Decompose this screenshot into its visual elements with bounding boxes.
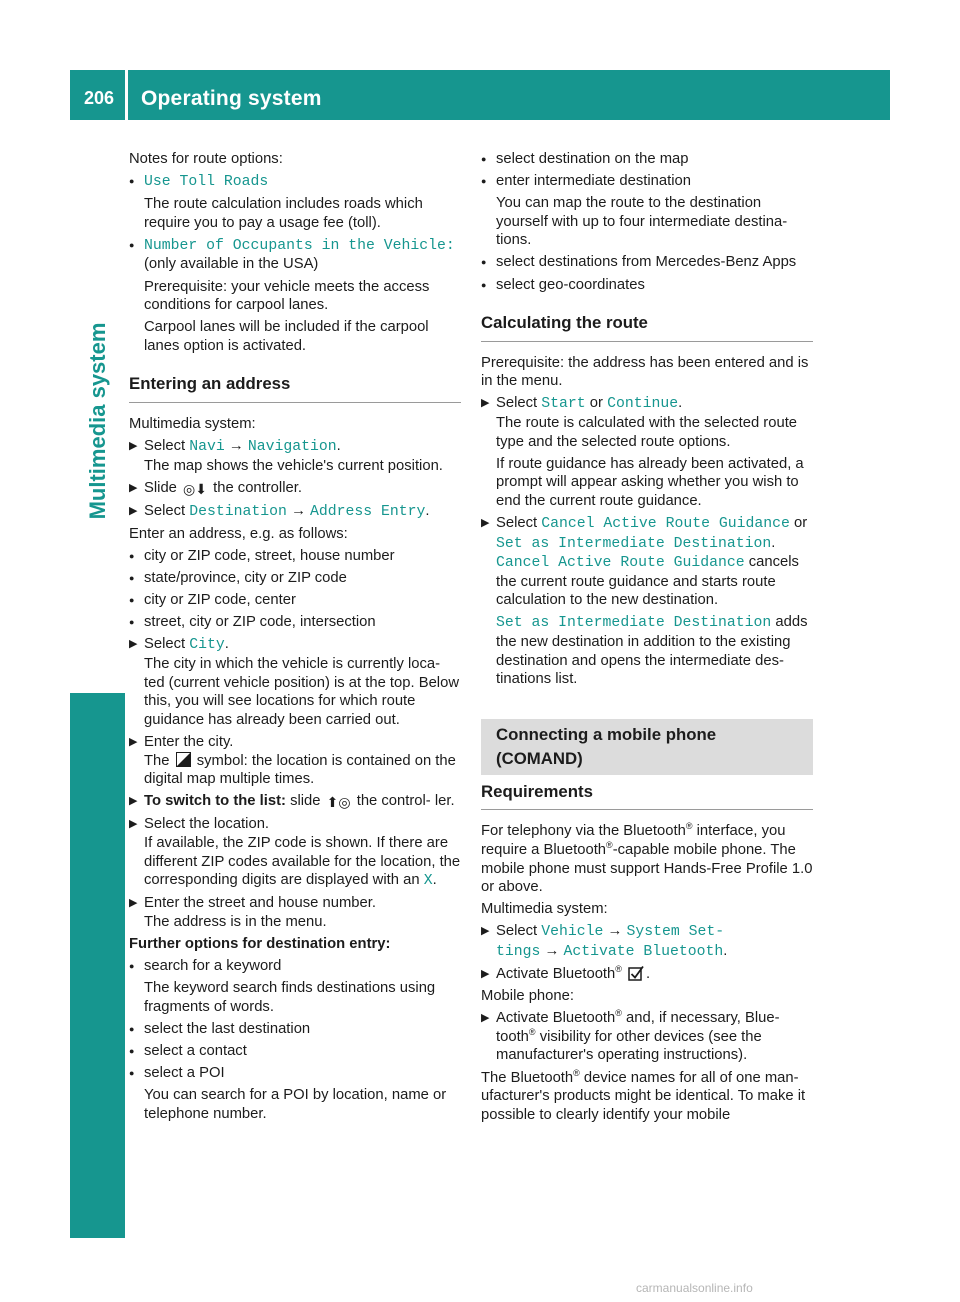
menu-cancel-guidance: Cancel Active Route Guidance [541, 516, 790, 532]
side-tab-label: Multimedia system [85, 322, 110, 520]
step-text: visibility for other devices (see the manufacturer's operating instructions). [496, 1028, 762, 1064]
list-item: ● select destinations from Mercedes-Benz Apps [481, 253, 813, 272]
prompt-desc: If route guidance has already been activated, a prompt will appear asking whether you wish to end the current route guidance. [496, 455, 804, 509]
right-column [481, 150, 813, 1128]
step: ▶ Activate Bluetooth® . [481, 965, 813, 984]
step: ▶ Select City. The city in which the vehicle is currently loca- ted (current vehicle position) is at the top. Below this, you will see locations for which route guidance has already been carried out. [129, 635, 461, 729]
multimedia-intro: Multimedia system: [129, 416, 256, 433]
list-item: ● select destination on the map [481, 150, 813, 169]
menu-city: City [189, 637, 225, 654]
checkbox-checked-icon [628, 965, 644, 981]
menu-activate-bluetooth: Activate Bluetooth [563, 944, 724, 960]
list-item: ● street, city or ZIP code, intersection [129, 613, 461, 632]
controller-slide-up-icon: ⬆◎ [326, 794, 351, 811]
list-item [129, 236, 461, 274]
side-tab-block [70, 693, 125, 1238]
toll-roads-option: Use Toll Roads [144, 174, 269, 191]
menu-vehicle: Vehicle [541, 924, 604, 941]
step [129, 733, 461, 789]
enter-follows: Enter an address, e.g. as follows: [129, 526, 348, 542]
step-text: Slide [144, 479, 177, 496]
toll-roads-desc: The route calculation includes roads which require you to pay a usage fee (toll). [144, 196, 423, 231]
menu-system-settings-a: System Set‐ [626, 924, 725, 941]
route-options-intro: Notes for route options: [129, 151, 283, 167]
calc-prereq: Prerequisite: the address has been entered and is in the menu. [481, 354, 809, 390]
cancel-guidance-term: Cancel Active Route Guidance [496, 555, 745, 572]
text: interface, you require a Bluetooth [481, 823, 786, 859]
step-text: Select [144, 502, 186, 519]
list-item: ● search for a keyword [129, 957, 461, 976]
poi-desc: You can search for a POI by location, name or telephone number. [144, 1087, 447, 1122]
registered-mark: ® [528, 1026, 536, 1037]
header-divider [125, 70, 128, 120]
menu-navi: Navi [189, 439, 225, 456]
adds-desc: adds the new destination in addition to the existing destination and opens the intermediate des- tinations list. [496, 614, 808, 688]
step-text: Select [144, 438, 186, 455]
list-item: ● enter intermediate destination [481, 172, 813, 191]
further-options-heading: Further options for destination entry: [129, 935, 391, 952]
occupants-prereq: Prerequisite: your vehicle meets the access conditions for carpool lanes. [144, 278, 430, 314]
step-text: or [794, 515, 808, 531]
text: The Bluetooth [481, 1069, 574, 1086]
step-text: Select [496, 923, 538, 940]
step [129, 479, 461, 499]
telephony-paragraph [481, 822, 813, 896]
cancels-desc: cancels the current route guidance and starts route calculation to the new destination. [496, 554, 799, 609]
step: ▶ Select Destination → Address Entry. [129, 502, 461, 522]
step-text: the control- ler. [356, 793, 455, 810]
step [129, 894, 461, 931]
calc-desc: The route is calculated with the selected route type and the selected route options. [496, 415, 798, 450]
switch-list-label: To switch to the list: [144, 793, 286, 810]
set-intermediate-term: Set as Intermediate Destination [496, 615, 772, 632]
enter-street: Enter the street and house number. [144, 895, 376, 912]
list-item: ● state/province, city or ZIP code [129, 569, 461, 588]
intermediate-desc: You can map the route to the destination yourself with up to four intermediate destina- tions. [496, 195, 788, 249]
entering-address-heading: Entering an address [129, 375, 461, 403]
ms-intro: Multimedia system: [481, 901, 608, 918]
step-text: symbol: the location is contained on the digital map multiple times. [144, 752, 456, 788]
list-item [129, 172, 461, 192]
map-shows-text: The map shows the vehicle's current position. [144, 457, 443, 474]
arrow-icon: → [607, 923, 623, 940]
mobile-intro: Mobile phone: [481, 988, 574, 1005]
left-column [129, 150, 461, 1127]
controller-slide-down-icon: ◎⬇ [183, 480, 207, 497]
names-paragraph [481, 1069, 813, 1125]
menu-system-settings-b: tings [496, 944, 541, 960]
step: ▶ Select the location. If available, the ZIP code is shown. If there are different ZIP codes available for the location, the corresponding digits are displayed with an X. [129, 815, 461, 890]
occupants-note: (only available in the USA) [144, 256, 319, 273]
menu-address-entry: Address Entry [309, 503, 426, 520]
registered-mark: ® [615, 1008, 622, 1019]
step: ▶ Select Start or Continue. The route is calculated with the selected route type and the selected route options. [481, 394, 813, 451]
step-text: slide [290, 793, 321, 810]
page-number: 206 [84, 88, 115, 108]
step [129, 792, 461, 812]
menu-start: Start [541, 396, 586, 413]
text: -capable mobile phone. The mobile phone must support Hands-Free Profile 1.0 or above. [481, 842, 813, 896]
arrow-icon: → [228, 438, 244, 455]
step: ▶ Select Vehicle → System Set‐ tings → Activate Bluetooth. [481, 922, 813, 961]
list-item: ● select geo-coordinates [481, 276, 813, 295]
enter-city: Enter the city. [144, 733, 234, 750]
step-text: Activate Bluetooth [496, 966, 616, 983]
registered-mark: ® [615, 964, 622, 975]
registered-mark: ® [685, 821, 693, 832]
registered-mark: ® [573, 1067, 580, 1078]
step-text: and, if necessary, Blue- tooth [496, 1010, 780, 1045]
address-menu: The address is in the menu. [144, 913, 327, 930]
arrow-icon: → [291, 502, 306, 519]
list-item: ● select a POI [129, 1064, 461, 1083]
step [481, 1009, 813, 1065]
menu-navigation: Navigation [247, 439, 337, 456]
step: ▶ Select Navi → Navigation. The map shows the vehicle's current position. [129, 437, 461, 475]
select-location: Select the location. [144, 816, 270, 833]
adds-paragraph [496, 613, 813, 688]
text: device names for all of one man- ufacturer's products might be identical. To make it possible to clearly identify your mobile [481, 1069, 806, 1123]
step-text: the controller. [213, 479, 302, 496]
occupants-option: Number of Occupants in the Vehicle: [144, 237, 455, 254]
list-item: ● city or ZIP code, center [129, 591, 461, 610]
menu-set-intermediate: Set as Intermediate Destination [496, 535, 772, 552]
step-text: Activate Bluetooth [496, 1010, 616, 1027]
calculating-route-heading: Calculating the route [481, 314, 813, 342]
page-title: Operating system [141, 87, 322, 110]
phone-banner: Connecting a mobile phone (COMAND) [481, 719, 813, 775]
step-text: Select [496, 395, 538, 412]
registered-mark: ® [606, 840, 613, 851]
keyword-desc: The keyword search finds destinations using fragments of words. [144, 980, 436, 1015]
occupants-desc: Carpool lanes will be included if the carpool lanes option is activated. [144, 319, 429, 354]
step-text: or [589, 395, 603, 412]
step-text: Select [144, 636, 186, 653]
list-item: ● city or ZIP code, street, house number [129, 547, 461, 566]
step-text: The [144, 752, 170, 769]
list-item: ● select the last destination [129, 1020, 461, 1039]
city-desc: The city in which the vehicle is currently loca- ted (current vehicle position) is at the top. Below this, you will see locations for which route guidance has already been carried out. [144, 656, 460, 728]
step-text: Select [496, 515, 538, 531]
arrow-icon: → [544, 943, 560, 959]
step: ▶ Select Cancel Active Route Guidance or Set as Intermediate Destination. Cancel Active Route Guidance cancels the current route guidance and starts route calculation to the new destination. [481, 514, 813, 610]
text: For telephony via the Bluetooth [481, 823, 686, 840]
location-desc: If available, the ZIP code is shown. If there are different ZIP codes available for the location, the corresponding digits are displayed with an [144, 834, 461, 889]
watermark: carmanualsonline.info [636, 1281, 753, 1295]
menu-destination: Destination [189, 503, 287, 520]
list-item: ● select a contact [129, 1042, 461, 1061]
x-label: X [423, 873, 433, 890]
requirements-heading: Requirements [481, 783, 813, 811]
menu-continue: Continue [607, 396, 679, 413]
multiple-location-icon [176, 752, 191, 767]
